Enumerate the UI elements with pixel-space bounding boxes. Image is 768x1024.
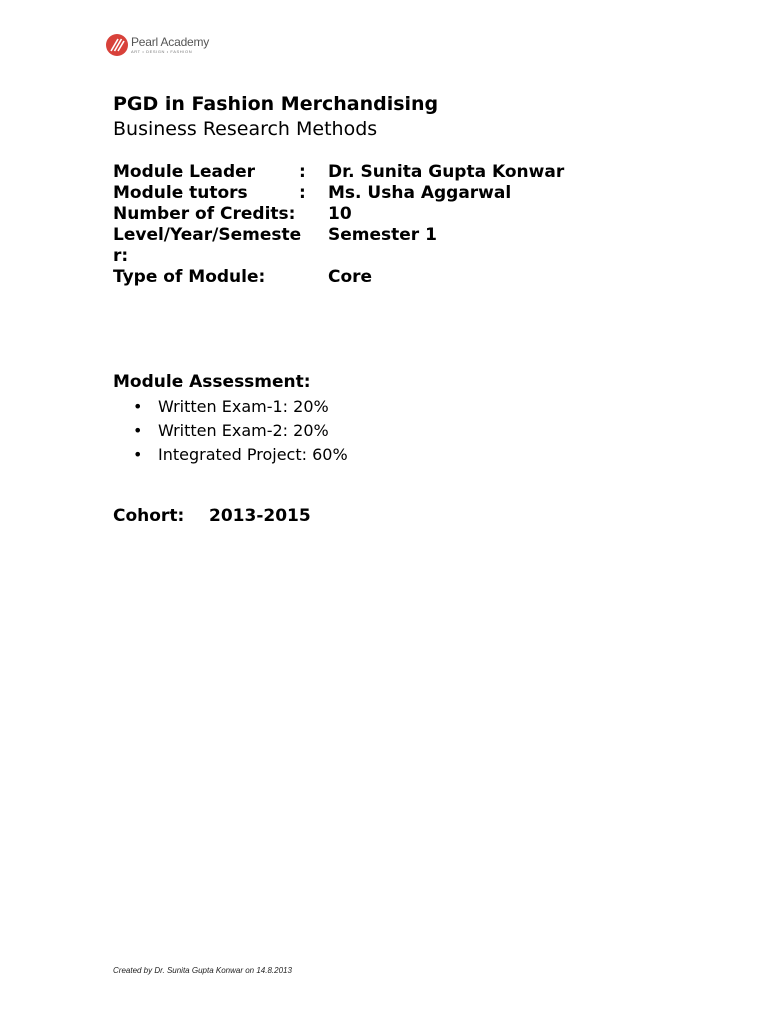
credits-label: Number of Credits: [113,204,296,224]
module-tutors-value: Ms. Usha Aggarwal [328,183,512,203]
footer-credit: Created by Dr. Sunita Gupta Konwar on 14.8.2013 [113,966,292,975]
module-tutors-label: Module tutors [113,183,248,203]
document-title: PGD in Fashion Merchandising [113,93,439,115]
assessment-heading: Module Assessment: [113,372,311,392]
assessment-list [113,395,348,467]
bullet-icon: • [133,445,143,464]
module-leader-colon: : [299,162,306,182]
module-tutors-colon: : [299,183,306,203]
document-subtitle: Business Research Methods [113,118,378,140]
assessment-item [113,443,348,467]
module-leader-label: Module Leader [113,162,256,182]
level-label: Level/Year/Semester: [113,225,302,266]
assessment-item-text: Written Exam-2: 20% [158,421,329,440]
cohort-row [113,506,311,527]
logo-tagline: ART • DESIGN • FASHION [131,49,193,54]
assessment-item [113,419,348,443]
cohort-value: 2013-2015 [209,506,311,526]
logo-name: Pearl Academy [131,35,210,49]
module-type-value: Core [328,267,373,287]
bullet-icon: • [133,421,143,440]
assessment-item [113,395,348,419]
assessment-item-text: Written Exam-1: 20% [158,397,329,416]
assessment-item-text: Integrated Project: 60% [158,445,348,464]
credits-value: 10 [328,204,352,224]
module-type-label: Type of Module: [113,267,266,287]
bullet-icon: • [133,397,143,416]
module-leader-value: Dr. Sunita Gupta Konwar [328,162,565,182]
pearl-academy-logo [106,34,209,56]
cohort-label: Cohort: [113,506,185,526]
level-value: Semester 1 [328,225,437,245]
pearl-academy-logo-icon [106,34,128,56]
